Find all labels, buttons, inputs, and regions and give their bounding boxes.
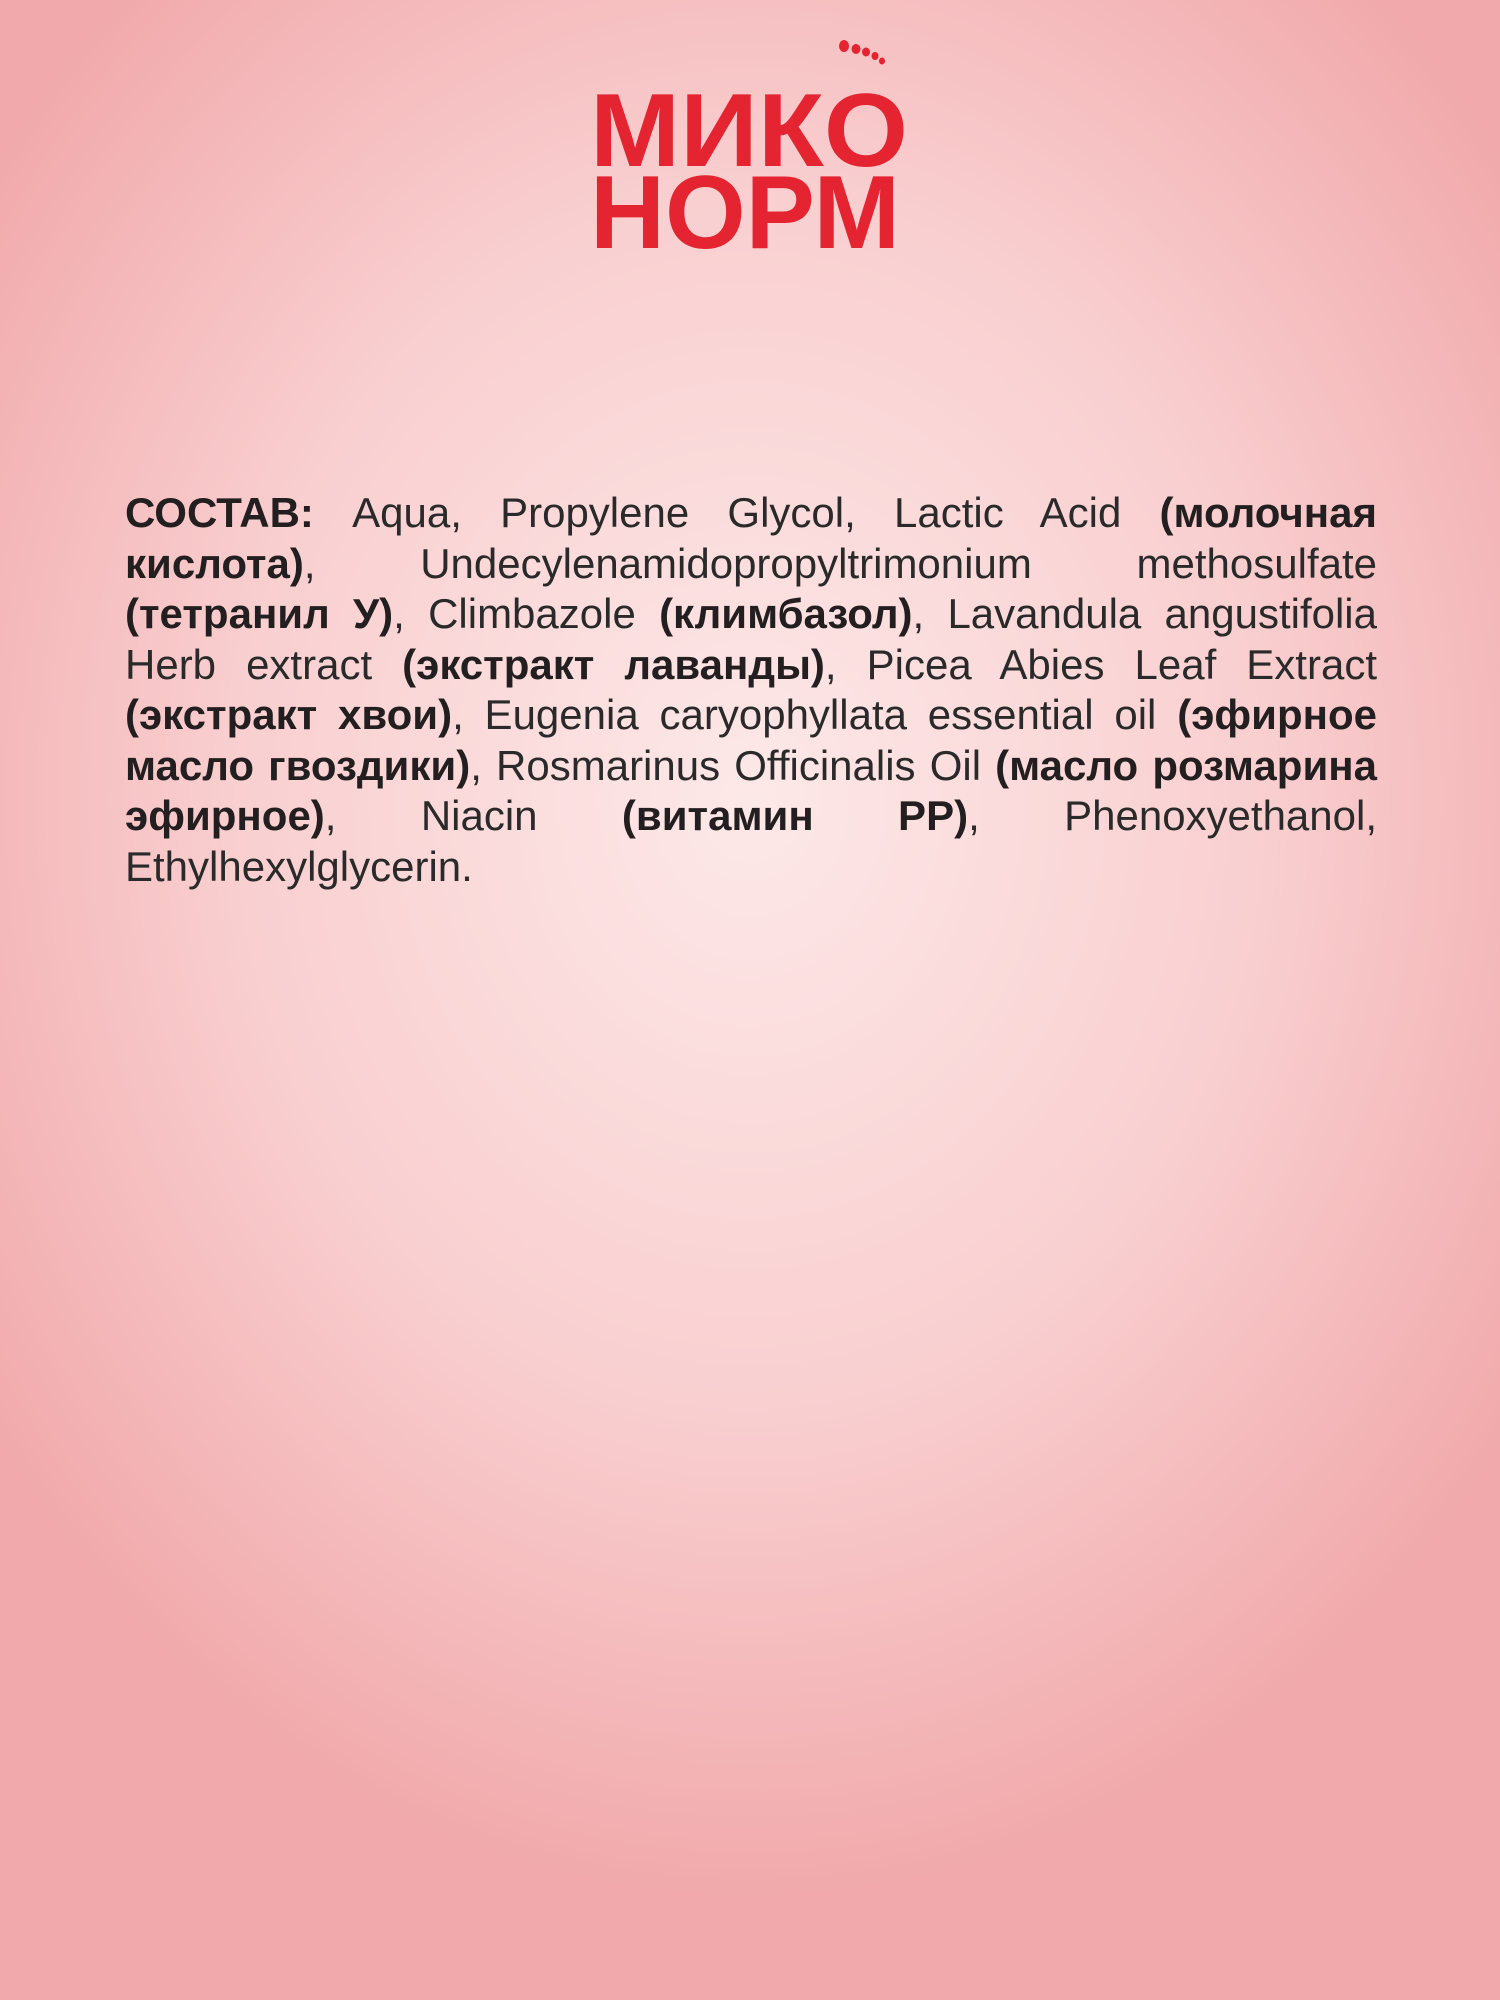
composition-part-bold: (молочная кислота) — [125, 489, 1377, 587]
brand-line-2: НОРМ — [590, 155, 900, 258]
composition-part: , Picea Abies Leaf Extract — [824, 640, 1377, 688]
composition-part-bold: (эфирное масло гвоздики) — [125, 691, 1377, 789]
composition-part-bold: (тетранил У) — [125, 590, 394, 637]
composition-part-bold: (экстракт лаванды) — [402, 640, 825, 688]
composition-part: , Eugenia caryophyllata essential oil — [452, 691, 1178, 738]
composition-part-bold: (климбазол) — [659, 590, 913, 637]
composition-text — [125, 488, 1377, 892]
composition-part-bold: (экстракт хвои) — [125, 691, 453, 738]
composition-part: , Undecylenamidopropyltrimonium methosulfate — [303, 539, 1377, 587]
composition-part: , Phenoxyethanol, Ethylhexylglycerin. — [125, 792, 1378, 890]
composition-part: Aqua, Propylene Glycol, Lactic Acid — [313, 489, 1160, 536]
composition-part-bold: (витамин PP) — [621, 792, 969, 839]
composition-label: СОСТАВ: — [125, 489, 314, 536]
composition-part: , Climbazole — [393, 590, 660, 637]
composition-part: , Rosmarinus Officinalis Oil — [470, 741, 996, 789]
composition-part-bold: (масло розмарина эфирное) — [125, 741, 1377, 839]
composition-part: , Lavandula angustifolia Herb extract — [125, 590, 1377, 688]
brand-line-1: МИКО — [590, 73, 908, 189]
composition-part: , Niacin — [324, 792, 622, 839]
brand-logo — [590, 38, 920, 258]
foot-icon — [839, 40, 885, 65]
